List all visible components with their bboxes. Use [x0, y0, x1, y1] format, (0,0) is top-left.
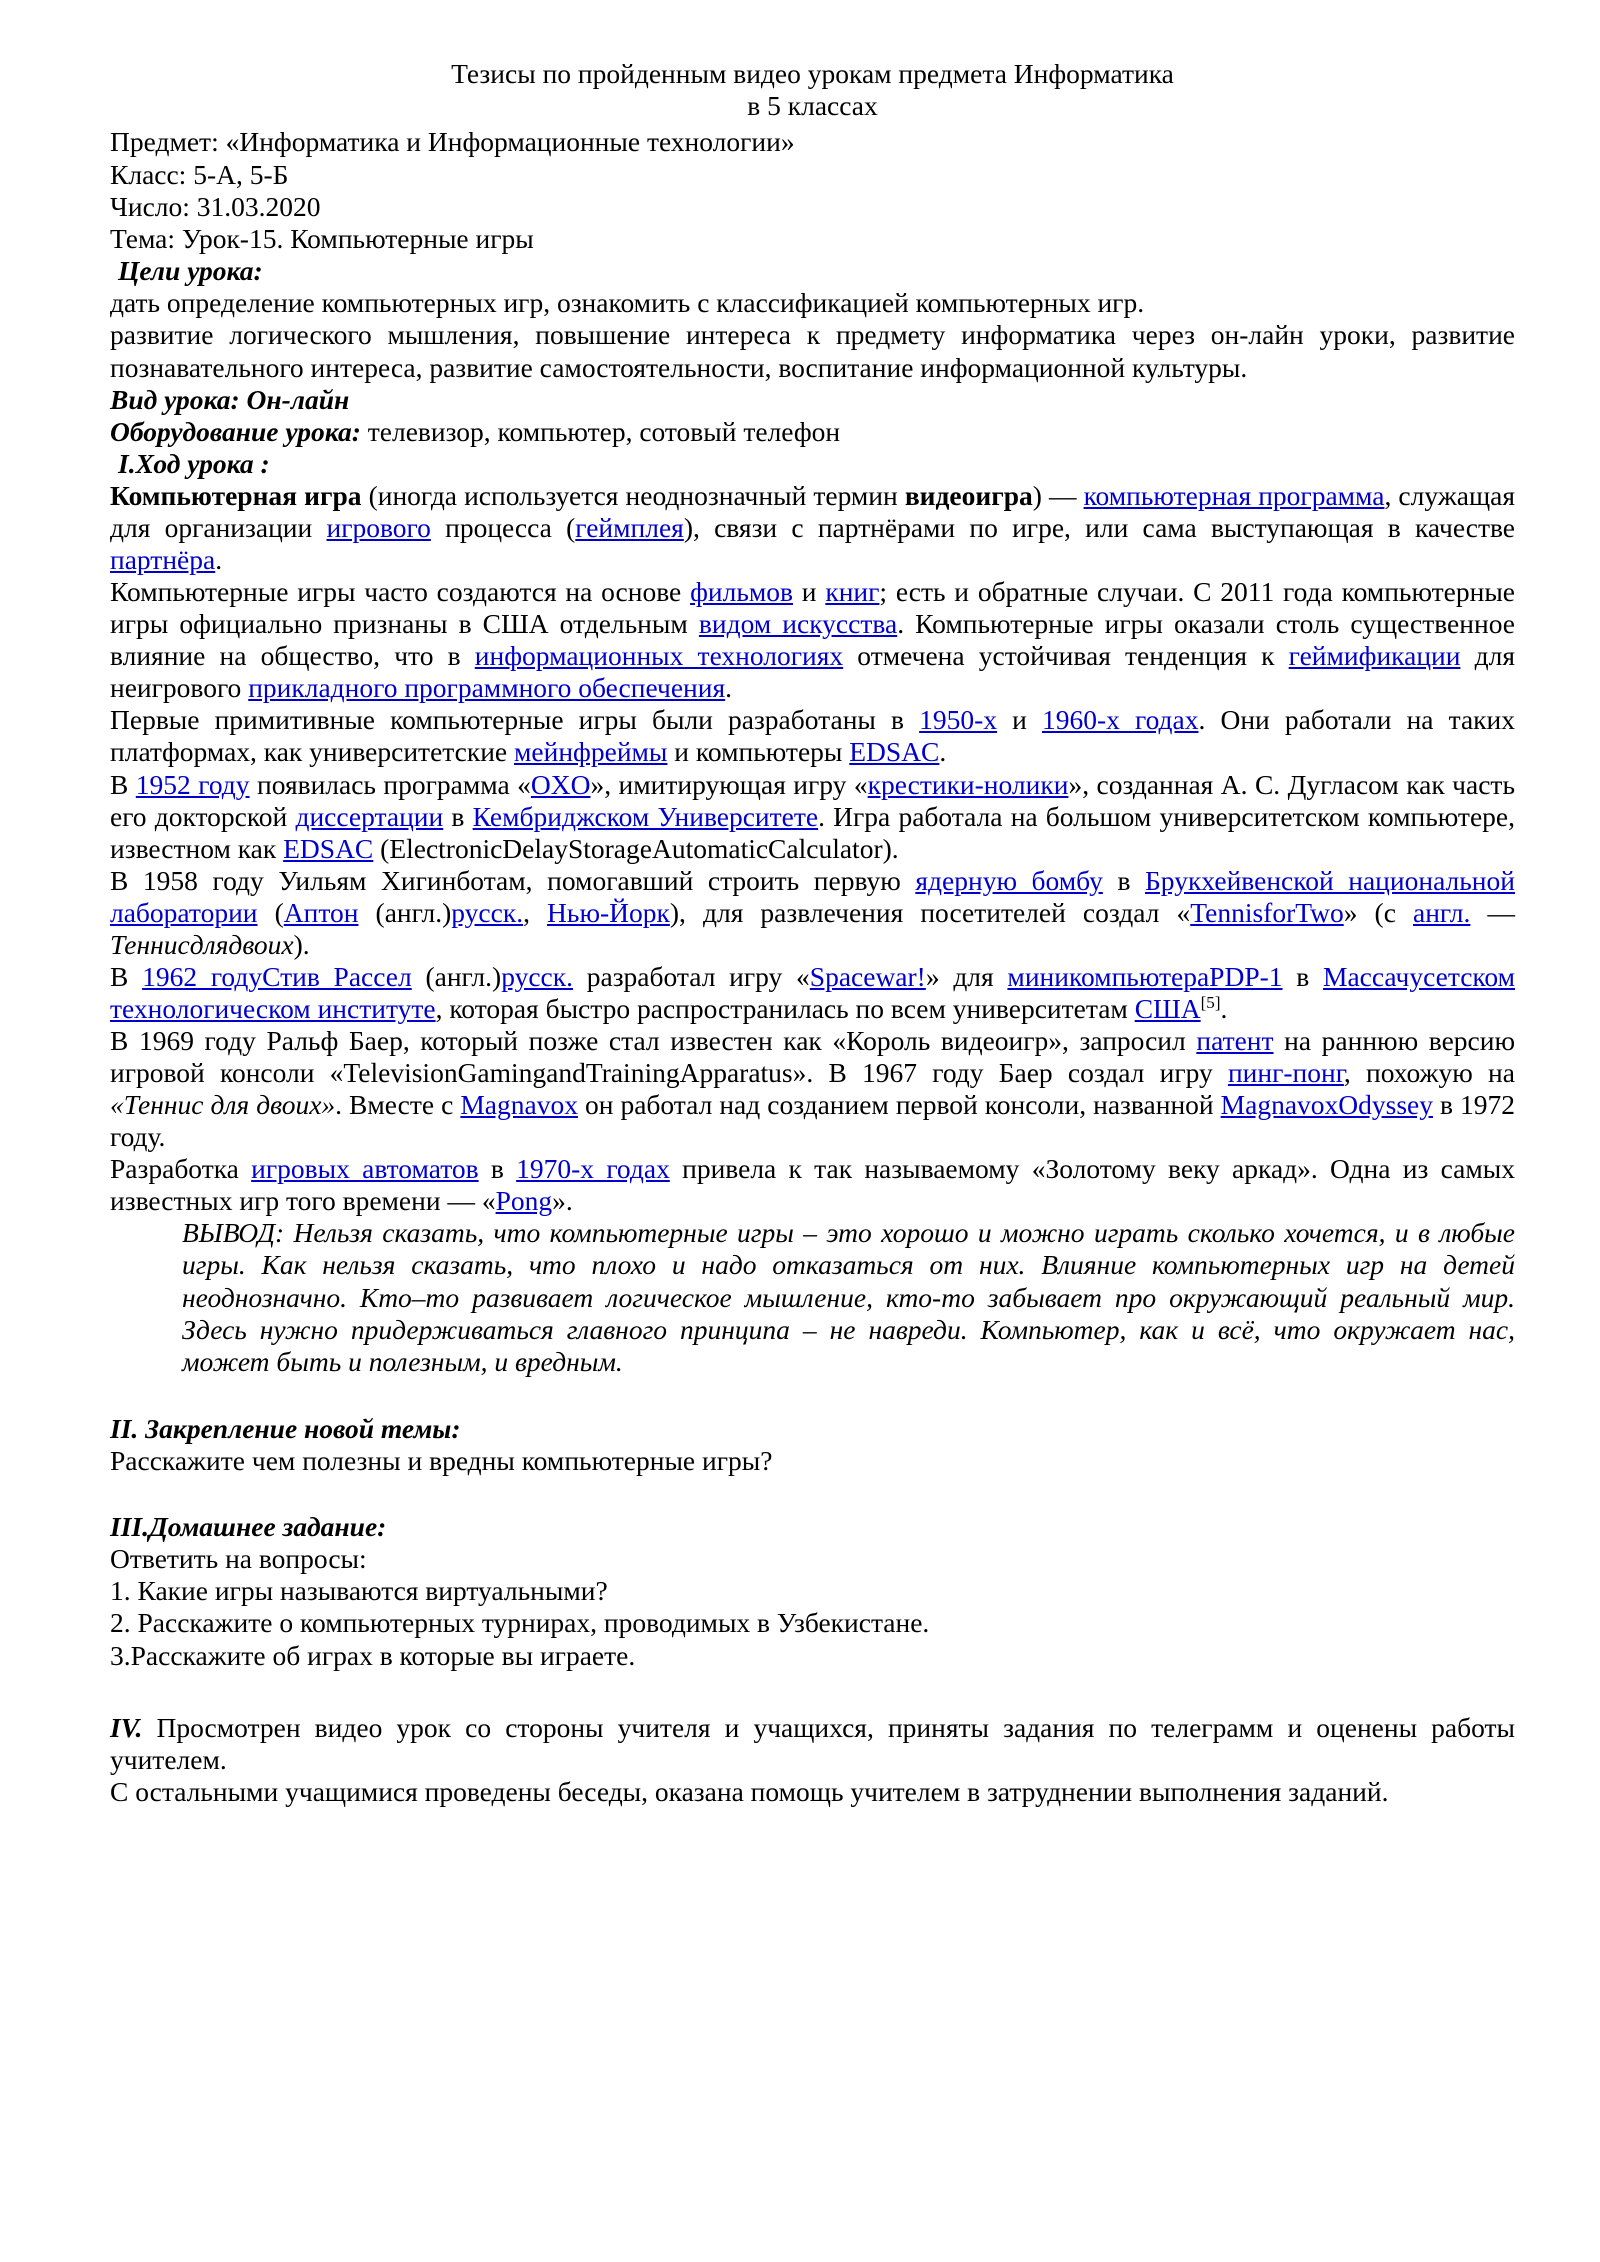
p6-text-2: (англ.) — [411, 960, 502, 992]
body-paragraph-7 — [110, 1025, 1515, 1153]
section-iii-heading: III.Домашнее задание: — [110, 1510, 387, 1542]
link-1952[interactable]: 1952 году — [135, 768, 250, 800]
p5-text-6: ), для развлечения посетителей создал « — [669, 896, 1191, 928]
link-oxo[interactable]: OXO — [530, 768, 591, 800]
link-mainframes[interactable]: мейнфреймы — [514, 736, 668, 768]
p3-text-2: и — [997, 704, 1042, 736]
course-heading: I.Ход урока : — [118, 448, 270, 480]
p4-text-5: в — [443, 800, 473, 832]
equipment-value: телевизор, компьютер, сотовый телефон — [360, 415, 841, 447]
p7-text-4: . Вместе с — [335, 1088, 461, 1120]
p4-text-6: . Игра работала на большом университетском компьютере, известном как — [110, 800, 1515, 864]
p1-text-4: процесса ( — [430, 512, 576, 544]
link-mit[interactable]: Массачусетском технологическом институте — [110, 960, 1516, 1024]
link-gameplay[interactable]: геймплея — [575, 512, 684, 544]
section-iii-question-1: 1. Какие игры называются виртуальными? — [110, 1575, 608, 1607]
link-computer-program[interactable]: компьютерная программа — [1083, 480, 1385, 512]
equipment-label: Оборудование урока: — [110, 415, 361, 447]
field-topic: Тема: Урок-15. Компьютерные игры — [110, 222, 534, 254]
p6-text-1: В — [110, 960, 143, 992]
link-partner[interactable]: партнёра — [110, 544, 216, 576]
link-spacewar[interactable]: Spacewar! — [809, 960, 926, 992]
p5-text-2: в — [1102, 864, 1146, 896]
p3-text-5: . — [939, 736, 947, 768]
p2-text-1: Компьютерные игры часто создаются на основе — [110, 576, 691, 608]
p2-text-7: . — [725, 672, 732, 704]
conclusion-paragraph: ВЫВОД: Нельзя сказать, что компьютерные игры – это хорошо и можно играть сколько хочется, и в любые игры. Как нельзя сказать, что плохо и надо отказаться от них. Влияние компьютерных игр на детей неоднозначно. Кто–то развивает логическое мышление, кто-то забывает про окружающий реальный мир. Здесь нужно придерживаться главного принципа – не навреди. Компьютер, как и всё, что окружает нас, может быть и полезным, и вредным. — [182, 1216, 1515, 1378]
link-usa[interactable]: США — [1134, 992, 1201, 1024]
p5-text-1: В 1958 году Уильям Хигинботам, помогавший строить первую — [110, 864, 916, 896]
p3-text-4: и компьютеры — [667, 736, 850, 768]
p6-text-7: . — [1220, 992, 1228, 1024]
p4-text-3: », имитирующая игру « — [590, 768, 868, 800]
p6-text-5: в — [1282, 960, 1324, 992]
link-cambridge-university[interactable]: Кембриджском Университете — [472, 800, 819, 832]
p2-text-2: и — [793, 576, 826, 608]
link-information-technology[interactable]: информационных технологиях — [474, 640, 844, 672]
body-paragraph-5 — [110, 865, 1515, 961]
field-grade: Класс: 5-А, 5-Б — [110, 158, 289, 190]
p2-text-4: . Компьютерные игры оказали столь существенное влияние на общество, что в — [110, 608, 1515, 672]
p5-text-3: ( — [257, 896, 284, 928]
link-gamification[interactable]: геймификации — [1288, 640, 1461, 672]
p6-text-3: разработал игру « — [573, 960, 810, 992]
p8-text-2: в — [478, 1152, 517, 1184]
body-paragraph-4 — [110, 769, 1515, 865]
lesson-type — [110, 384, 1515, 416]
link-nuclear-bomb[interactable]: ядерную бомбу — [915, 864, 1103, 896]
p3-text-3: . Они работали на таких платформах, как университетские — [110, 704, 1515, 768]
p1-text-3: , служащая для организации — [110, 480, 1515, 544]
link-application-software[interactable]: прикладного программного обеспечения — [248, 672, 726, 704]
link-russk-1[interactable]: русск. — [451, 896, 524, 928]
p1-text-1: (иногда используется неоднозначный термин — [361, 480, 905, 512]
section-iv-text: Просмотрен видео урок со стороны учителя и учащихся, приняты задания по телеграмм и оценены работы учителем. — [110, 1711, 1515, 1775]
term-videogame: видеоигра — [904, 480, 1033, 512]
link-edsac-1[interactable]: EDSAC — [849, 736, 940, 768]
p5-text-8: — — [1470, 896, 1515, 928]
p4-text-2: появилась программа « — [249, 768, 531, 800]
lesson-type-label: Вид урока: — [110, 383, 240, 415]
link-pong[interactable]: Pong — [495, 1184, 553, 1216]
p5-text-5: , — [523, 896, 548, 928]
link-1970s[interactable]: 1970-х годах — [516, 1152, 670, 1184]
link-edsac-2[interactable]: EDSAC — [283, 832, 374, 864]
link-1962-steve-russell[interactable]: 1962 годуСтив Рассел — [142, 960, 412, 992]
p3-text-1: Первые примитивные компьютерные игры были разработаны в — [110, 704, 920, 736]
p6-text-4: » для — [925, 960, 1008, 992]
link-upton[interactable]: Аптон — [283, 896, 359, 928]
p5-text-7: » (с — [1343, 896, 1413, 928]
body-paragraph-1 — [110, 480, 1515, 576]
p7-text-6: в 1972 году. — [110, 1088, 1516, 1152]
spacer-before-section-ii — [110, 1379, 1515, 1413]
link-magnavox-odyssey[interactable]: MagnavoxOdyssey — [1220, 1088, 1433, 1120]
p1-text-5: ), связи с партнёрами по игре, или сама выступающая в качестве — [683, 512, 1515, 544]
link-ping-pong[interactable]: пинг-понг — [1227, 1056, 1344, 1088]
link-new-york[interactable]: Нью-Йорк — [547, 896, 670, 928]
term-computer-game: Компьютерная игра — [110, 480, 362, 512]
field-subject: Предмет: «Информатика и Информационные технологии» — [110, 126, 795, 158]
section-iv-paragraph — [110, 1712, 1515, 1776]
p2-text-6: для неигрового — [110, 640, 1515, 704]
p8-text-3: привела к так называемому «Золотому веку аркад». Одна из самых известных игр того времени — « — [110, 1152, 1515, 1216]
p4-text-7: (ElectronicDelayStorageAutomaticCalculator). — [373, 832, 899, 864]
document-subtitle: в 5 классах — [747, 90, 878, 122]
spacer-before-section-iv — [110, 1672, 1515, 1712]
p4-text-1: В — [110, 768, 136, 800]
p6-text-6: , которая быстро распространилась по всем университетам — [435, 992, 1135, 1024]
p8-text-4: ». — [552, 1184, 573, 1216]
link-1960s[interactable]: 1960-х годах — [1041, 704, 1199, 736]
link-russk-2[interactable]: русск. — [501, 960, 573, 992]
section-iii-question-2: 2. Расскажите о компьютерных турнирах, проводимых в Узбекистане. — [110, 1607, 930, 1639]
link-english[interactable]: англ. — [1413, 896, 1471, 928]
link-books[interactable]: книг — [825, 576, 880, 608]
p5-text-9: ). — [293, 928, 310, 960]
section-ii-heading: II. Закрепление новой темы: — [110, 1412, 461, 1444]
link-films[interactable]: фильмов — [690, 576, 793, 608]
spacer-before-section-iii — [110, 1477, 1515, 1511]
p2-text-3: ; есть и обратные случаи. С 2011 года компьютерные игры официально признаны в США отдельным — [110, 576, 1516, 640]
section-iv-paragraph-2: С остальными учащимися проведены беседы, оказана помощь учителем в затруднении выполнения заданий. — [110, 1776, 1389, 1808]
objectives-heading: Цели урока: — [118, 255, 263, 287]
link-magnavox[interactable]: Magnavox — [460, 1088, 578, 1120]
p2-text-5: отмечена устойчивая тенденция к — [843, 640, 1289, 672]
p1-text-6: . — [215, 544, 223, 576]
section-iii-question-3: 3.Расскажите об играх в которые вы играете. — [110, 1639, 636, 1671]
link-tennis-for-two[interactable]: TennisforTwo — [1190, 896, 1344, 928]
equipment — [110, 416, 1515, 448]
link-gameplay-process[interactable]: игрового — [326, 512, 431, 544]
document-title: Тезисы по пройденным видео урокам предмета Информатика — [451, 58, 1174, 89]
section-iii-intro: Ответить на вопросы: — [110, 1543, 367, 1575]
objectives-line-2: развитие логического мышления, повышение интереса к предмету информатика через он-лайн уроки, развитие познавательного интереса, развитие самостоятельности, воспитание информационной культуры. — [110, 319, 1515, 383]
p7-italic-1: «Теннис для двоих» — [110, 1088, 336, 1120]
p1-text-2: ) — — [1032, 480, 1084, 512]
body-paragraph-3 — [110, 704, 1515, 768]
link-art-form[interactable]: видом искусства — [698, 608, 898, 640]
link-arcade-machines[interactable]: игровых автоматов — [251, 1152, 479, 1184]
section-iv-marker: IV. — [110, 1711, 143, 1743]
link-brookhaven-lab[interactable]: Брукхейвенской национальной лаборатории — [110, 864, 1515, 928]
link-dissertation[interactable]: диссертации — [295, 800, 444, 832]
link-patent[interactable]: патент — [1196, 1024, 1274, 1056]
p7-text-5: он работал над созданием первой консоли, названной — [577, 1088, 1221, 1120]
link-1950s[interactable]: 1950-х — [919, 704, 998, 736]
body-paragraph-6 — [110, 961, 1515, 1025]
objectives-line-1: дать определение компьютерных игр, ознакомить с классификацией компьютерных игр. — [110, 287, 1145, 319]
p5-italic-1: Теннисдлядвоих — [110, 928, 294, 960]
p8-text-1: Разработка — [110, 1152, 252, 1184]
link-pdp-1[interactable]: миникомпьютераPDP-1 — [1007, 960, 1283, 992]
p7-text-1: В 1969 году Ральф Баер, который позже стал известен как «Король видеоигр», запросил — [110, 1024, 1197, 1056]
body-paragraph-8 — [110, 1153, 1515, 1217]
link-tic-tac-toe[interactable]: крестики-нолики — [867, 768, 1069, 800]
p7-text-3: , похожую на — [1343, 1056, 1515, 1088]
footnote-marker-5[interactable]: [5] — [1200, 992, 1221, 1012]
p4-text-4: », созданная А. С. Дугласом как часть его докторской — [110, 768, 1515, 832]
field-date: Число: 31.03.2020 — [110, 190, 321, 222]
p7-text-2: на раннюю версию игровой консоли «TelevisionGamingandTrainingApparatus». В 1967 году Баер создал игру — [110, 1024, 1515, 1088]
p5-text-4: (англ.) — [358, 896, 452, 928]
lesson-type-value: Он-лайн — [239, 383, 350, 415]
body-paragraph-2 — [110, 576, 1515, 704]
section-ii-text: Расскажите чем полезны и вредны компьютерные игры? — [110, 1444, 773, 1476]
